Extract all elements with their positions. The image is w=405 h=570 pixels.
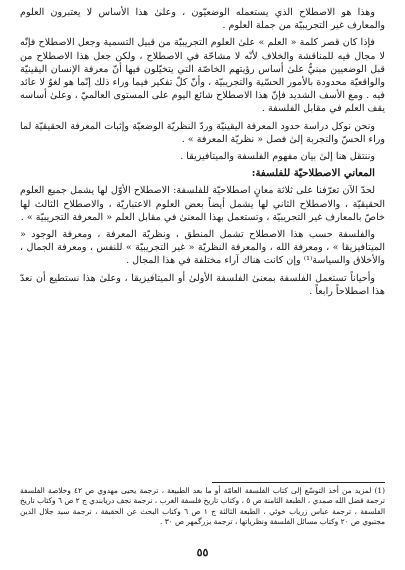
paragraph-three-meanings: لحدّ الآن تعرّفنا على ثلاثة معانٍ اصطلاحيّة للفلسفة: الاصطلاح الأوّل لها يشمل جميع العلوم الحقيقيّة ، والاصطلاح الثاني لها يشمل أيضاً بعض العلوم الاعتباريّة ، والاصطلاح الثالث لها خاصّ بالمعارف غير التجريبيّة ، وتستعمل بهذا المعنىٰ في مقابل العلم « المعرفة التجريبيّة » . [20, 185, 385, 223]
paragraph-positivist-term: وهذا هو الاصطلاح الذي يستعمله الوضعيّون ، وعلىٰ هذا الأساس لا يعتبرون العلوم والمعارف غير التجريبيّة من جملة العلوم . [20, 7, 385, 32]
paragraph-branches: والفلسفة حسب هذا الاصطلاح تشمل المنطق ، ونظريّة المعرفة ، ومعرفة الوجود « الميتافيزيقا » ، ومعرفة الله ، والمعرفة النظريّة « غير التجريبيّة » للنفس ، ومعرفة الجمال ، والأخلاق والسياسة⁽¹⁾ وإن كانت هناك آراء مختلفة في هذا المجال . [20, 229, 385, 267]
footnote: (1) لمزيد من أخذ التوسّع إلى كتاب الفلسفة العامّة أو ما بعد الطبيعة ، ترجمة يحيى مهدوي ص ٤٢ وخلاصة الفلسفة ترجمة فضل الله صمدي ، الطبعة الثامنة ص ٥ ، وكتاب تاريخ فلسفة الغرب ، ترجمة نجف دريابندي ج ٢ ص ٦ وكتاب تاريخ الفلسفة ، ترجمة عباس زرياب خوئي ، الطبعة الثالثة ج ١ ص ٦ وكتاب البحث عن الحقيقة ، ترجمة سيد جلال الدين مجتبوي ص ٢٠ وكتاب مسائل الفلسفة ونظرياتها ، ترجمة بزرگمهر ص ٣٠ . [20, 486, 386, 527]
main-text [20, 6, 385, 302]
paragraph-knowledge-theory: ونحن نوكل دراسة حدود المعرفة اليقينيّة وردّ النظريّة الوضعيّة وإثبات المعرفة الحقيقيّة لما وراء الحسّ والتجربة إلىٰ فصل « نظريّة المعرفة » . [20, 120, 385, 145]
paragraph-transition: وننتقل هنا إلىٰ بيان مفهوم الفلسفة والميتافيزيقا . [180, 151, 375, 163]
paragraph-science-restriction: فإذا كان قصر كلمة « العلم » علىٰ العلوم التجريبيّة من قبيل التسمية وجعل الاصطلاح فإنّه لا مجال فيه للمناقشة والخلاف لأنّه لا مشاحّة في الاصطلاح ، ولكن جعل هذا الاصطلاح من قبل الوضعيين مبنيٌّ علىٰ أساس رؤيتهم الخاصّة التي يتخيّلون فيها أنّ معرفة الإنسان اليقينيّة والواقعيّة محدودة بالأمور الحسّية والتجريبيّة ، وأنّ كلّ تفكير فيما وراء ذلك إنّما هو لغوٌ لا عائد فيه . ومع الأسف الشديد فإنّ هذا الاصطلاح شائع اليوم على المستوى العالميّ ، وعلىٰ أساسه يقف العلم في مقابل الفلسفة . [20, 37, 385, 115]
paragraph-fourth-meaning: وأحياناً تستعمل الفلسفة بمعنىٰ الفلسفة الأولىٰ أو الميتافيزيقا ، وعلىٰ هذا نستطيع أن نعدّ هذا اصطلاحاً رابعاً . [20, 272, 385, 297]
section-heading: المعاني الاصطلاحيّة للفلسفة: [251, 167, 375, 180]
page-number: ٥٥ [196, 546, 209, 559]
footnote-divider [212, 482, 385, 483]
